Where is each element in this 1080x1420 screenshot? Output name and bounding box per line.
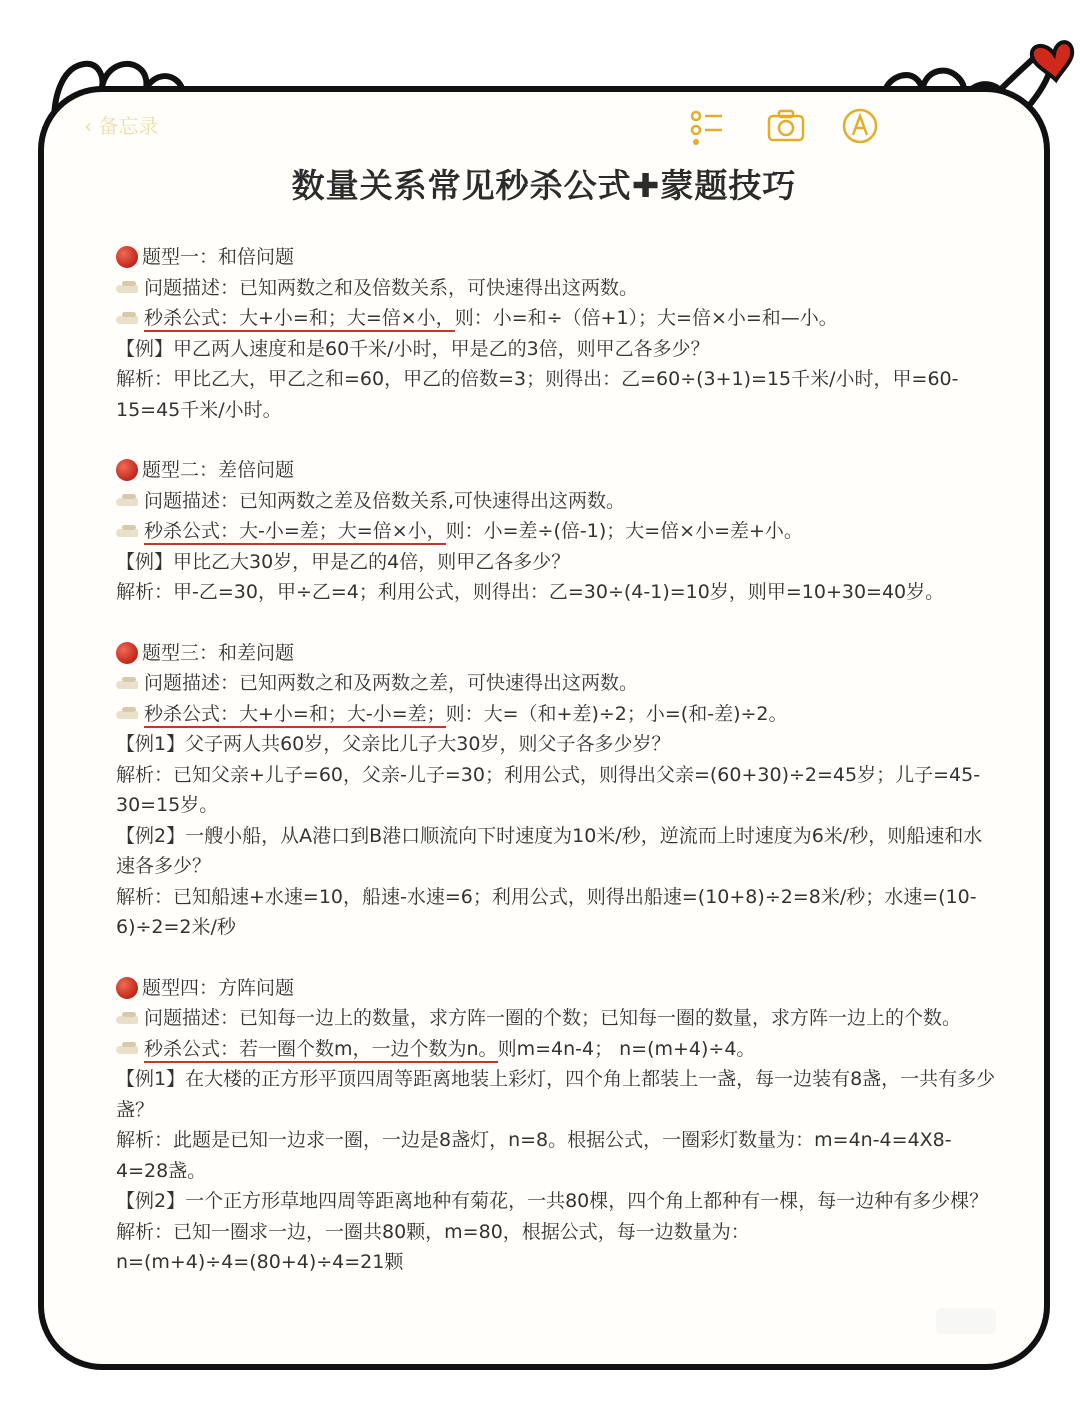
red-dot-icon	[116, 642, 138, 664]
analysis-line: 解析：甲-乙=30，甲÷乙=4；利用公式，则得出：乙=30÷(4-1)=10岁，则甲=10+30=40岁。	[116, 581, 945, 603]
checklist-icon[interactable]	[688, 106, 728, 146]
pen-icon[interactable]	[840, 106, 880, 146]
red-dot-icon	[116, 246, 138, 268]
watermark	[936, 1308, 996, 1334]
section-he-cha	[116, 638, 996, 943]
example-line: 【例】甲比乙大30岁，甲是乙的4倍，则甲乙各多少？	[116, 550, 571, 573]
desc-text: 问题描述：已知两数之和及两数之差，可快速得出这两数。	[144, 672, 639, 694]
problem-description	[116, 486, 996, 517]
formula-underlined: 秒杀公式：大-小=差；大=倍×小，	[144, 520, 446, 545]
pointing-hand-icon	[116, 1042, 142, 1056]
formula-underlined: 秒杀公式：若一圈个数m，一边个数为n。	[144, 1038, 498, 1063]
heading-text: 题型二：差倍问题	[142, 459, 295, 481]
page-title: 数量关系常见秒杀公式✚蒙题技巧	[291, 166, 797, 205]
formula-line	[116, 699, 996, 730]
desc-text: 问题描述：已知两数之和及倍数关系，可快速得出这两数。	[144, 276, 639, 299]
camera-icon[interactable]	[766, 106, 806, 146]
formula-rest: 则m=4n-4； n=(m+4)÷4。	[497, 1037, 756, 1060]
formula-rest: 则：小=和÷（倍+1）；大=倍×小=和—小。	[454, 307, 838, 329]
section-heading	[116, 638, 996, 669]
formula-line	[116, 303, 996, 334]
pointing-hand-icon	[116, 707, 142, 721]
note-frame	[38, 86, 1050, 1370]
formula-rest: 则：大=（和+差)÷2；小=(和-差)÷2。	[445, 702, 788, 725]
example-line: 【例2】一个正方形草地四周等距离地种有菊花，一共80棵，四个角上都种有一棵，每一边种有多少棵？	[116, 1190, 989, 1212]
pointing-hand-icon	[116, 1012, 142, 1026]
section-cha-bei	[116, 455, 996, 608]
heading-text: 题型三：和差问题	[142, 641, 295, 664]
pointing-hand-icon	[116, 494, 142, 508]
section-he-bei	[116, 242, 996, 425]
analysis-line: 解析：已知船速+水速=10，船速-水速=6；利用公式，则得出船速=(10+8)÷2=8米/秒；水速=(10-6)÷2=2米/秒	[116, 885, 977, 938]
analysis-line: 解析：甲比乙大，甲乙之和=60，甲乙的倍数=3；则得出：乙=60÷(3+1)=15千米/小时，甲=60-15=45千米/小时。	[116, 368, 959, 421]
notes-toolbar	[44, 92, 1044, 162]
section-heading	[116, 973, 996, 1004]
example-line: 【例2】一艘小船，从A港口到B港口顺流向下时速度为10米/秒，逆流而上时速度为6米/秒，则船速和水速各多少？	[116, 824, 983, 877]
analysis-line: 解析：此题是已知一边求一圈，一边是8盏灯，n=8。根据公式，一圈彩灯数量为：m=4n-4=4X8-4=28盏。	[116, 1129, 952, 1182]
problem-description	[116, 1003, 996, 1034]
heading-text: 题型四：方阵问题	[142, 976, 295, 999]
pointing-hand-icon	[116, 677, 142, 691]
formula-underlined: 秒杀公式：大+小=和；大=倍×小，	[144, 307, 455, 332]
formula-underlined: 秒杀公式：大+小=和；大-小=差；	[144, 703, 446, 728]
heading-text: 题型一：和倍问题	[142, 246, 295, 268]
pointing-hand-icon	[116, 281, 142, 295]
example-line: 【例1】在大楼的正方形平顶四周等距离地装上彩灯，四个角上都装上一盏，每一边装有8盏，一共有多少盏？	[116, 1068, 996, 1121]
desc-text: 问题描述：已知两数之差及倍数关系,可快速得出这两数。	[144, 489, 626, 512]
pointing-hand-icon	[116, 312, 142, 326]
analysis-line: 解析：已知父亲+儿子=60，父亲-儿子=30；利用公式，则得出父亲=(60+30)÷2=45岁；儿子=45-30=15岁。	[116, 763, 981, 816]
problem-description	[116, 273, 996, 304]
example-line: 【例】甲乙两人速度和是60千米/小时，甲是乙的3倍，则甲乙各多少？	[116, 337, 710, 360]
note-content	[116, 242, 996, 1308]
section-fang-zhen	[116, 973, 996, 1278]
analysis-line: n=(m+4)÷4=(80+4)÷4=21颗	[116, 1251, 404, 1273]
example-line: 【例1】父子两人共60岁，父亲比儿子大30岁，则父子各多少岁？	[116, 733, 671, 755]
red-dot-icon	[116, 977, 138, 999]
analysis-line: 解析：已知一圈求一边，一圈共80颗，m=80，根据公式，每一边数量为：	[116, 1220, 750, 1243]
formula-line	[116, 516, 996, 547]
desc-text: 问题描述：已知每一边上的数量，求方阵一圈的个数；已知每一圈的数量，求方阵一边上的个数。	[144, 1007, 962, 1029]
red-dot-icon	[116, 459, 138, 481]
pointing-hand-icon	[116, 525, 142, 539]
section-heading	[116, 242, 996, 273]
section-heading	[116, 455, 996, 486]
formula-rest: 则：小=差÷(倍-1)；大=倍×小=差+小。	[445, 520, 803, 542]
back-button[interactable]: ‹ 备忘录	[84, 114, 159, 138]
problem-description	[116, 668, 996, 699]
formula-line	[116, 1034, 996, 1065]
back-label: 备忘录	[98, 114, 159, 138]
